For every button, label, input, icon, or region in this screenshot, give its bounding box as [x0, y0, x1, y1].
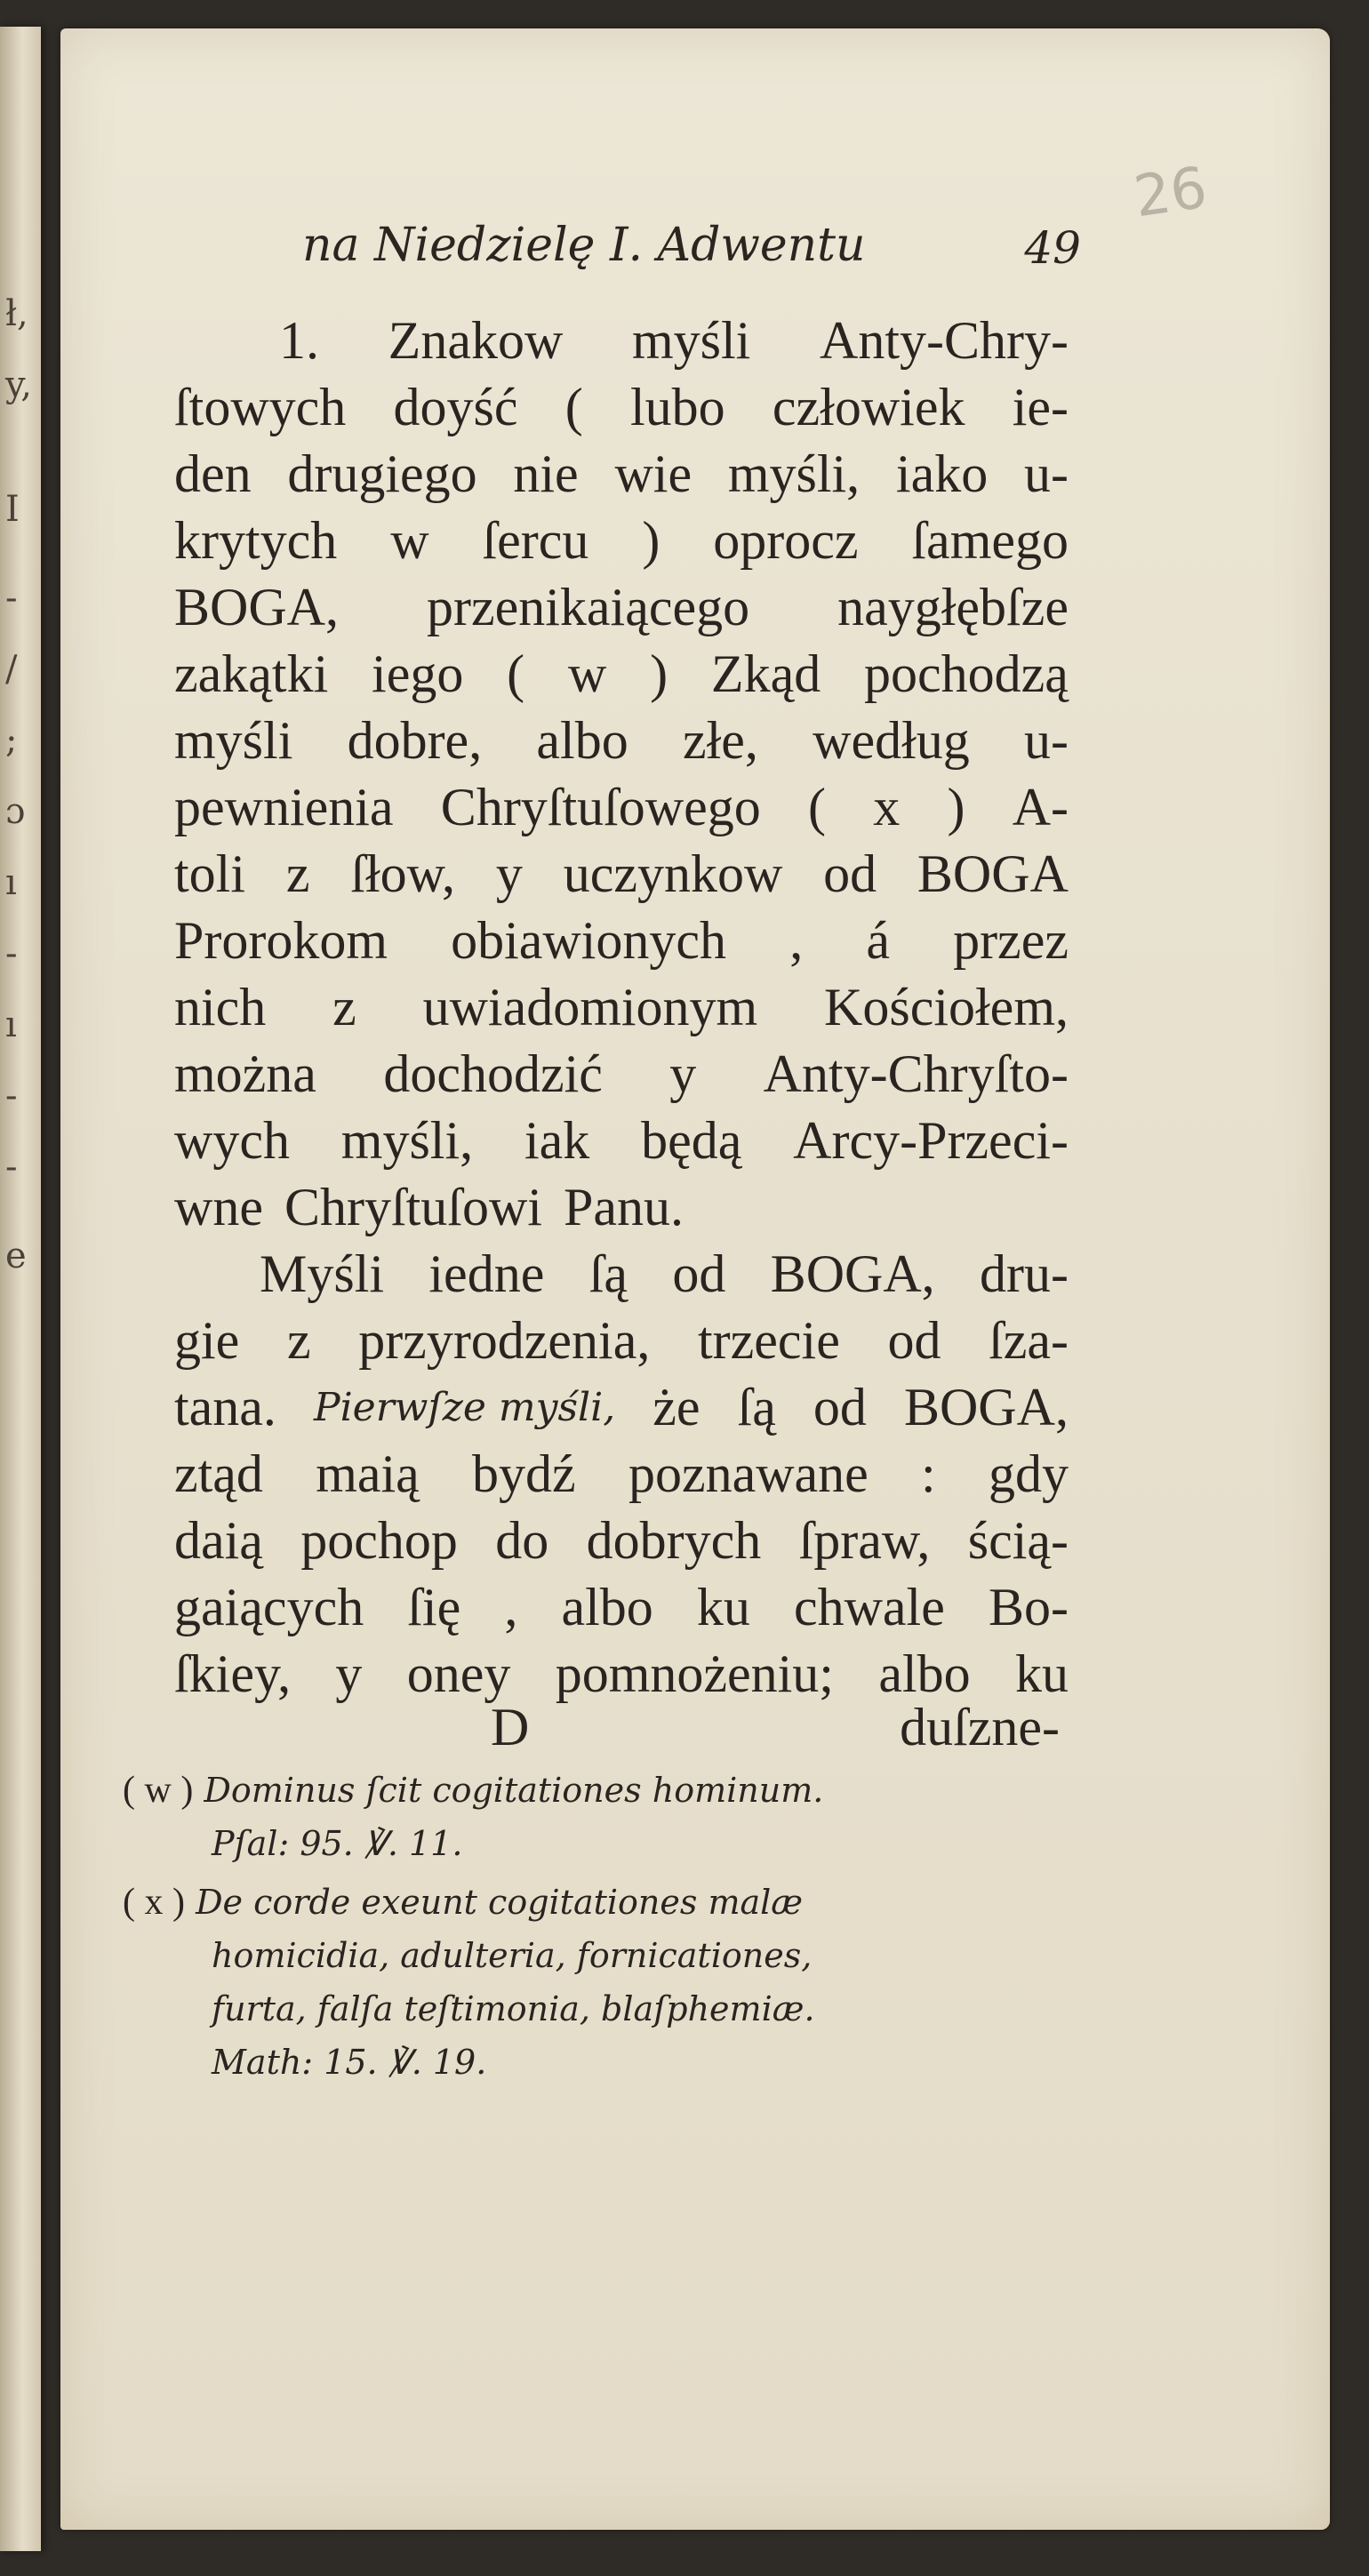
word: (	[808, 778, 826, 836]
word: że	[652, 1378, 701, 1436]
word: trzecie	[697, 1311, 840, 1370]
footnote-text: Dominus ſcit cogitationes hominum.	[204, 1771, 824, 1810]
word: ſłow,	[350, 844, 456, 903]
word: ſkiey,	[174, 1644, 292, 1703]
word: ie-	[1012, 378, 1069, 436]
body-text	[174, 308, 1069, 1708]
word: pewnienia	[174, 778, 394, 836]
text-line	[174, 441, 1069, 508]
word: w	[567, 644, 607, 703]
text-line	[174, 574, 1069, 641]
word: z	[286, 1311, 311, 1370]
word: )	[642, 511, 660, 570]
word: )	[947, 778, 965, 836]
word: poznawane	[628, 1444, 869, 1503]
word: myśli	[174, 711, 293, 770]
word: ſą	[588, 1244, 628, 1303]
text-line	[174, 1508, 1069, 1574]
adjacent-page-glyph: ı	[5, 862, 17, 903]
word: ku	[696, 1578, 750, 1636]
word: ſercu	[482, 511, 589, 570]
word: oney	[406, 1644, 511, 1703]
footnote-text: Pſal: 95. ℣. 11.	[212, 1824, 463, 1863]
word: gaiących	[174, 1578, 364, 1636]
adjacent-page-glyph: -	[5, 578, 18, 619]
word: w	[390, 511, 429, 570]
text-line	[174, 908, 1069, 974]
footnote-marker: ( x )	[123, 1882, 185, 1923]
word: u-	[1023, 444, 1069, 503]
word: od	[672, 1244, 726, 1303]
text-line	[174, 1574, 1069, 1641]
word: )	[650, 644, 668, 703]
text-line	[174, 1108, 1069, 1174]
word: chwale	[793, 1578, 945, 1636]
adjacent-page-glyph: -	[5, 1076, 18, 1116]
word: ſtowych	[174, 378, 347, 436]
word: do	[495, 1511, 549, 1570]
footnote-text: homicidia, adulteria, fornicationes,	[212, 1936, 813, 1975]
adjacent-page-glyph: /	[5, 649, 18, 690]
running-title: na Niedzielę I. Adwentu	[302, 219, 866, 272]
word: Myśli	[260, 1244, 385, 1303]
word: pochodzą	[864, 644, 1069, 703]
footnote	[123, 1876, 1101, 2089]
word: BOGA	[917, 844, 1069, 903]
word: gie	[174, 1311, 240, 1370]
text-line	[174, 841, 1069, 908]
word: Panu.	[563, 1178, 684, 1236]
text-line	[174, 1374, 1069, 1441]
word: tana.	[174, 1378, 276, 1436]
word: według	[813, 711, 970, 770]
word: u-	[1023, 711, 1069, 770]
word: BOGA,	[174, 578, 340, 636]
adjacent-page-glyph: e	[5, 1236, 27, 1276]
word: krytych	[174, 511, 338, 570]
word: Bo-	[988, 1578, 1069, 1636]
word: dru-	[980, 1244, 1069, 1303]
word: doyść	[393, 378, 518, 436]
footnote-line	[123, 1929, 1101, 1982]
word: uwiadomionym	[422, 978, 758, 1036]
word: Arcy-Przeci-	[793, 1111, 1069, 1170]
text-line	[174, 374, 1069, 441]
text-line	[174, 774, 1069, 841]
word: myśli	[631, 311, 751, 370]
word: :	[921, 1444, 936, 1503]
word: Znakow	[388, 311, 564, 370]
word: od	[813, 1378, 867, 1436]
word: (	[564, 378, 583, 436]
word: uczynkow	[563, 844, 783, 903]
word: ,	[789, 911, 804, 970]
word: od	[887, 1311, 941, 1370]
word: Pierwſze myśli,	[313, 1385, 616, 1430]
catchword: duſzne-	[900, 1698, 1060, 1756]
word: myśli,	[340, 1111, 474, 1170]
text-line	[174, 1241, 1069, 1308]
adjacent-page-glyph: I	[5, 489, 20, 530]
footnote-text: furta, falſa teſtimonia, blaſphemiæ.	[212, 1989, 815, 2028]
word: iako	[895, 444, 989, 503]
word: ſza-	[989, 1311, 1069, 1370]
footnote-line	[123, 2036, 1101, 2089]
word: BOGA,	[770, 1244, 935, 1303]
word: dochodzić	[383, 1044, 603, 1103]
word: iak	[524, 1111, 590, 1170]
word: przenikaiącego	[427, 578, 750, 636]
footnotes	[123, 1764, 1101, 2094]
adjacent-page-glyph: ;	[5, 720, 18, 761]
page-number: 49	[1024, 222, 1081, 274]
word: maią	[316, 1444, 420, 1503]
word: pomnożeniu;	[555, 1644, 834, 1703]
word: można	[174, 1044, 316, 1103]
word: dobre,	[347, 711, 483, 770]
word: ztąd	[174, 1444, 263, 1503]
word: Chryſtuſowego	[440, 778, 761, 836]
word: pochop	[300, 1511, 458, 1570]
adjacent-page-glyph: -	[5, 1147, 18, 1188]
footnote-line	[123, 1982, 1101, 2036]
word: wych	[174, 1111, 290, 1170]
word: złe,	[682, 711, 758, 770]
word: wie	[614, 444, 693, 503]
adjacent-page-glyph: ɔ	[5, 791, 26, 832]
word: iedne	[428, 1244, 545, 1303]
adjacent-page-glyph: y,	[5, 364, 32, 405]
footnote	[123, 1764, 1101, 1870]
word: (	[507, 644, 525, 703]
word: nich	[174, 978, 267, 1036]
word: y	[669, 1044, 697, 1103]
word: Chryſtuſowi	[284, 1178, 542, 1236]
text-line	[174, 308, 1069, 374]
word: z	[332, 978, 356, 1036]
footnote-text: Math: 15. ℣. 19.	[212, 2043, 487, 2082]
word: y	[335, 1644, 363, 1703]
word: myśli,	[727, 444, 861, 503]
word: będą	[641, 1111, 742, 1170]
word: BOGA,	[903, 1378, 1069, 1436]
footnote-line	[123, 1876, 1101, 1929]
word: przyrodzenia,	[358, 1311, 651, 1370]
word: ſpraw,	[798, 1511, 931, 1570]
word: nie	[513, 444, 579, 503]
footnote-marker: ( w )	[123, 1770, 194, 1811]
word: iego	[372, 644, 464, 703]
word: ścią-	[967, 1511, 1069, 1570]
word: Anty-Chryſto-	[763, 1044, 1069, 1103]
word: bydź	[472, 1444, 576, 1503]
word: gdy	[988, 1444, 1069, 1503]
running-header	[302, 219, 1081, 290]
text-line	[174, 708, 1069, 774]
word: obiawionych	[451, 911, 727, 970]
word: toli	[174, 844, 246, 903]
word: x	[873, 778, 901, 836]
text-line	[174, 1441, 1069, 1508]
word: dobrych	[586, 1511, 762, 1570]
word: oprocz	[713, 511, 859, 570]
adjacent-page-glyph: ı	[5, 1004, 17, 1045]
word: zakątki	[174, 644, 329, 703]
word: Zkąd	[710, 644, 821, 703]
text-line	[174, 974, 1069, 1041]
word: ſię	[407, 1578, 461, 1636]
word: z	[285, 844, 310, 903]
word: 1.	[279, 311, 319, 370]
text-line	[174, 508, 1069, 574]
word: albo	[878, 1644, 971, 1703]
word: wne	[174, 1178, 263, 1236]
word: człowiek	[772, 378, 965, 436]
word: Anty-Chry-	[820, 311, 1069, 370]
word: lubo	[629, 378, 725, 436]
adjacent-page-edge	[0, 27, 41, 2551]
adjacent-page-glyph: -	[5, 933, 18, 974]
word: den	[174, 444, 252, 503]
word: Kościołem,	[824, 978, 1069, 1036]
word: ku	[1014, 1644, 1069, 1703]
word: przez	[953, 911, 1069, 970]
signature-mark: D	[491, 1698, 530, 1756]
footnote-line	[123, 1817, 1101, 1870]
word: naygłębſze	[837, 578, 1069, 636]
word: Prorokom	[174, 911, 388, 970]
word: ,	[504, 1578, 518, 1636]
word: drugiego	[287, 444, 477, 503]
footnote-text: De corde exeunt cogitationes malæ	[196, 1883, 804, 1922]
word: ſamego	[911, 511, 1069, 570]
word: á	[866, 911, 890, 970]
word: albo	[536, 711, 628, 770]
word: A-	[1012, 778, 1069, 836]
pencil-annotation: 26	[1130, 155, 1212, 231]
word: ſą	[737, 1378, 776, 1436]
text-line	[174, 1174, 1069, 1241]
word: daią	[174, 1511, 263, 1570]
word: y	[495, 844, 523, 903]
text-line	[174, 1041, 1069, 1108]
footnote-line	[123, 1764, 1101, 1817]
adjacent-page-glyph: ł,	[5, 293, 28, 334]
word: albo	[561, 1578, 653, 1636]
text-line	[174, 1308, 1069, 1374]
text-line	[174, 641, 1069, 708]
word: od	[823, 844, 877, 903]
